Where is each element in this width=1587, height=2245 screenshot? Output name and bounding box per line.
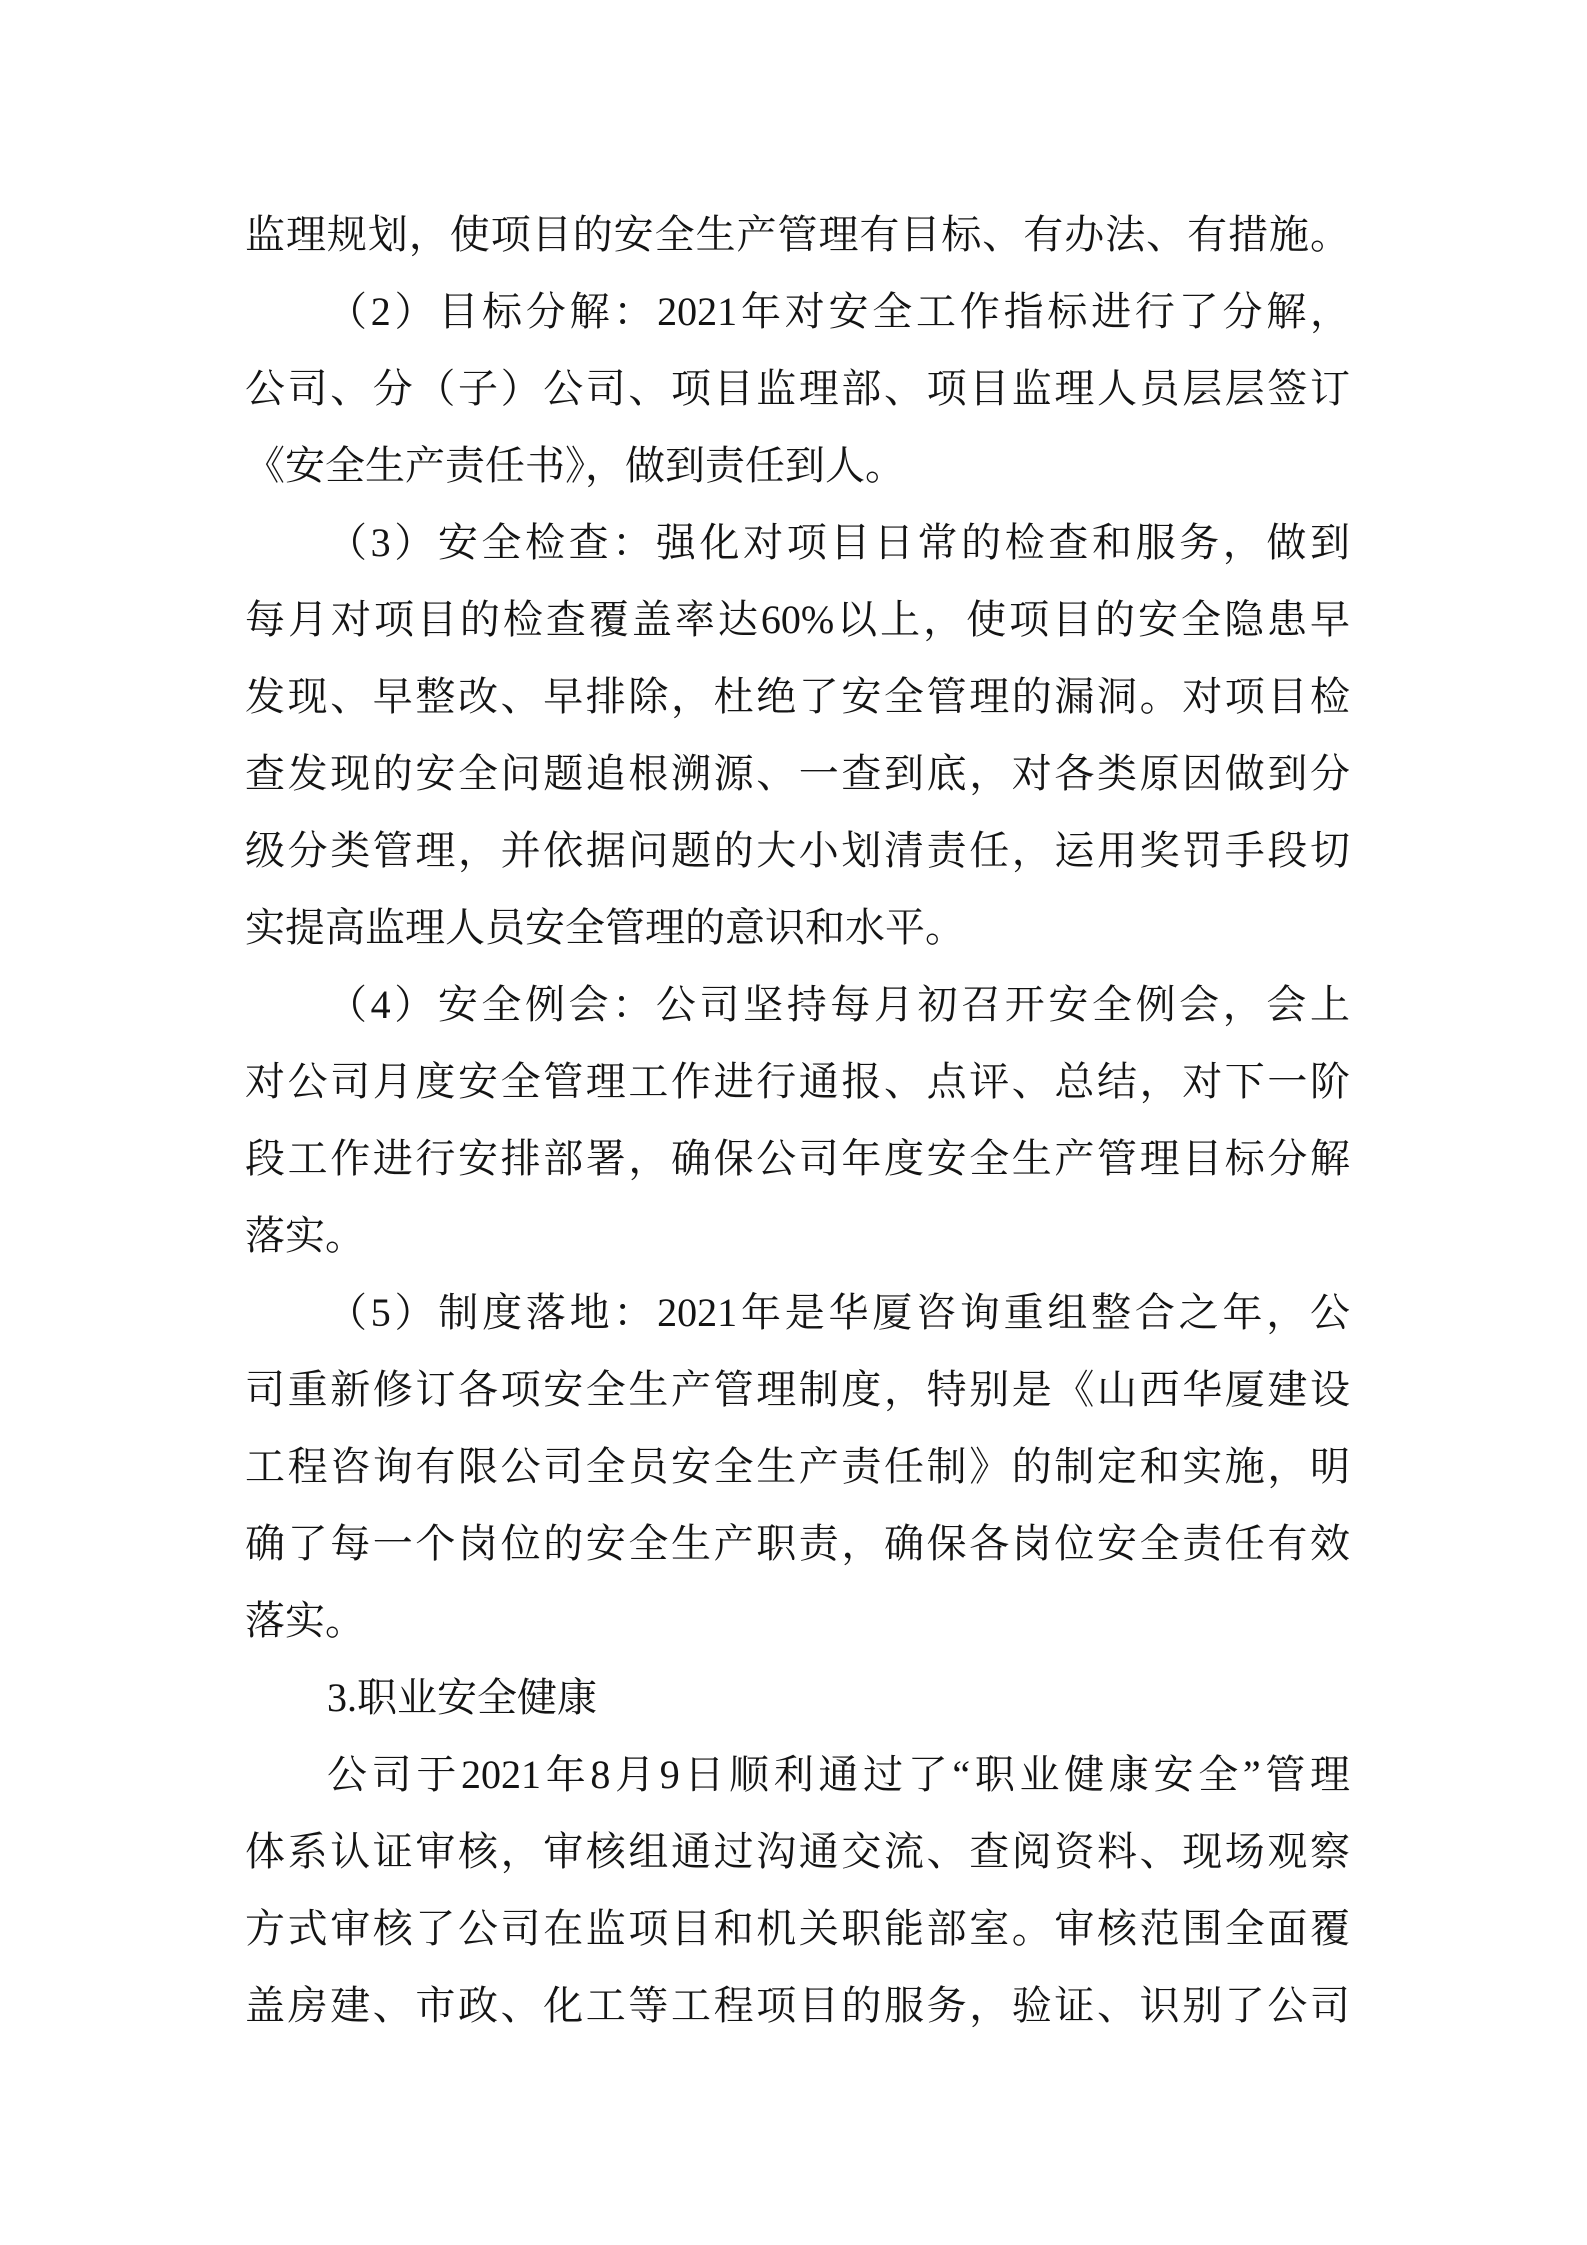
text-line: 3.职业安全健康: [327, 1675, 597, 1720]
text-line: （3）安全检查：强化对项目日常的检查和服务，做到: [327, 520, 1350, 565]
text-line: 发现、早整改、早排除，杜绝了安全管理的漏洞。对项目检: [245, 674, 1350, 719]
text-line: 级分类管理，并依据问题的大小划清责任，运用奖罚手段切: [245, 828, 1350, 873]
text-line: 司重新修订各项安全生产管理制度，特别是《山西华厦建设: [245, 1367, 1350, 1412]
text-line: 确了每一个岗位的安全生产职责，确保各岗位安全责任有效: [245, 1521, 1350, 1566]
text-line: 段工作进行安排部署，确保公司年度安全生产管理目标分解: [245, 1136, 1350, 1181]
document-text-block: [245, 196, 1350, 2044]
text-line: 对公司月度安全管理工作进行通报、点评、总结，对下一阶: [245, 1059, 1350, 1104]
text-line: （4）安全例会：公司坚持每月初召开安全例会，会上: [327, 982, 1350, 1027]
text-line: 体系认证审核，审核组通过沟通交流、查阅资料、现场观察: [245, 1829, 1350, 1874]
text-line: 公司于2021年8月9日顺利通过了“职业健康安全”管理: [327, 1752, 1350, 1797]
text-line: 查发现的安全问题追根溯源、一查到底，对各类原因做到分: [245, 751, 1350, 796]
text-line: 落实。: [245, 1213, 365, 1258]
text-line: 每月对项目的检查覆盖率达60%以上，使项目的安全隐患早: [245, 597, 1350, 642]
text-line: （2）目标分解：2021年对安全工作指标进行了分解，: [327, 289, 1350, 334]
text-line: 工程咨询有限公司全员安全生产责任制》的制定和实施，明: [245, 1444, 1350, 1489]
text-line: 方式审核了公司在监项目和机关职能部室。审核范围全面覆: [245, 1906, 1350, 1951]
text-line: 实提高监理人员安全管理的意识和水平。: [245, 905, 965, 950]
text-line: （5）制度落地：2021年是华厦咨询重组整合之年，公: [327, 1290, 1350, 1335]
text-line: 落实。: [245, 1598, 365, 1643]
text-line: 《安全生产责任书》，做到责任到人。: [245, 443, 905, 488]
text-line: 公司、分（子）公司、项目监理部、项目监理人员层层签订: [245, 366, 1350, 411]
text-line: 监理规划，使项目的安全生产管理有目标、有办法、有措施。: [245, 212, 1350, 257]
text-line: 盖房建、市政、化工等工程项目的服务，验证、识别了公司: [245, 1983, 1350, 2028]
